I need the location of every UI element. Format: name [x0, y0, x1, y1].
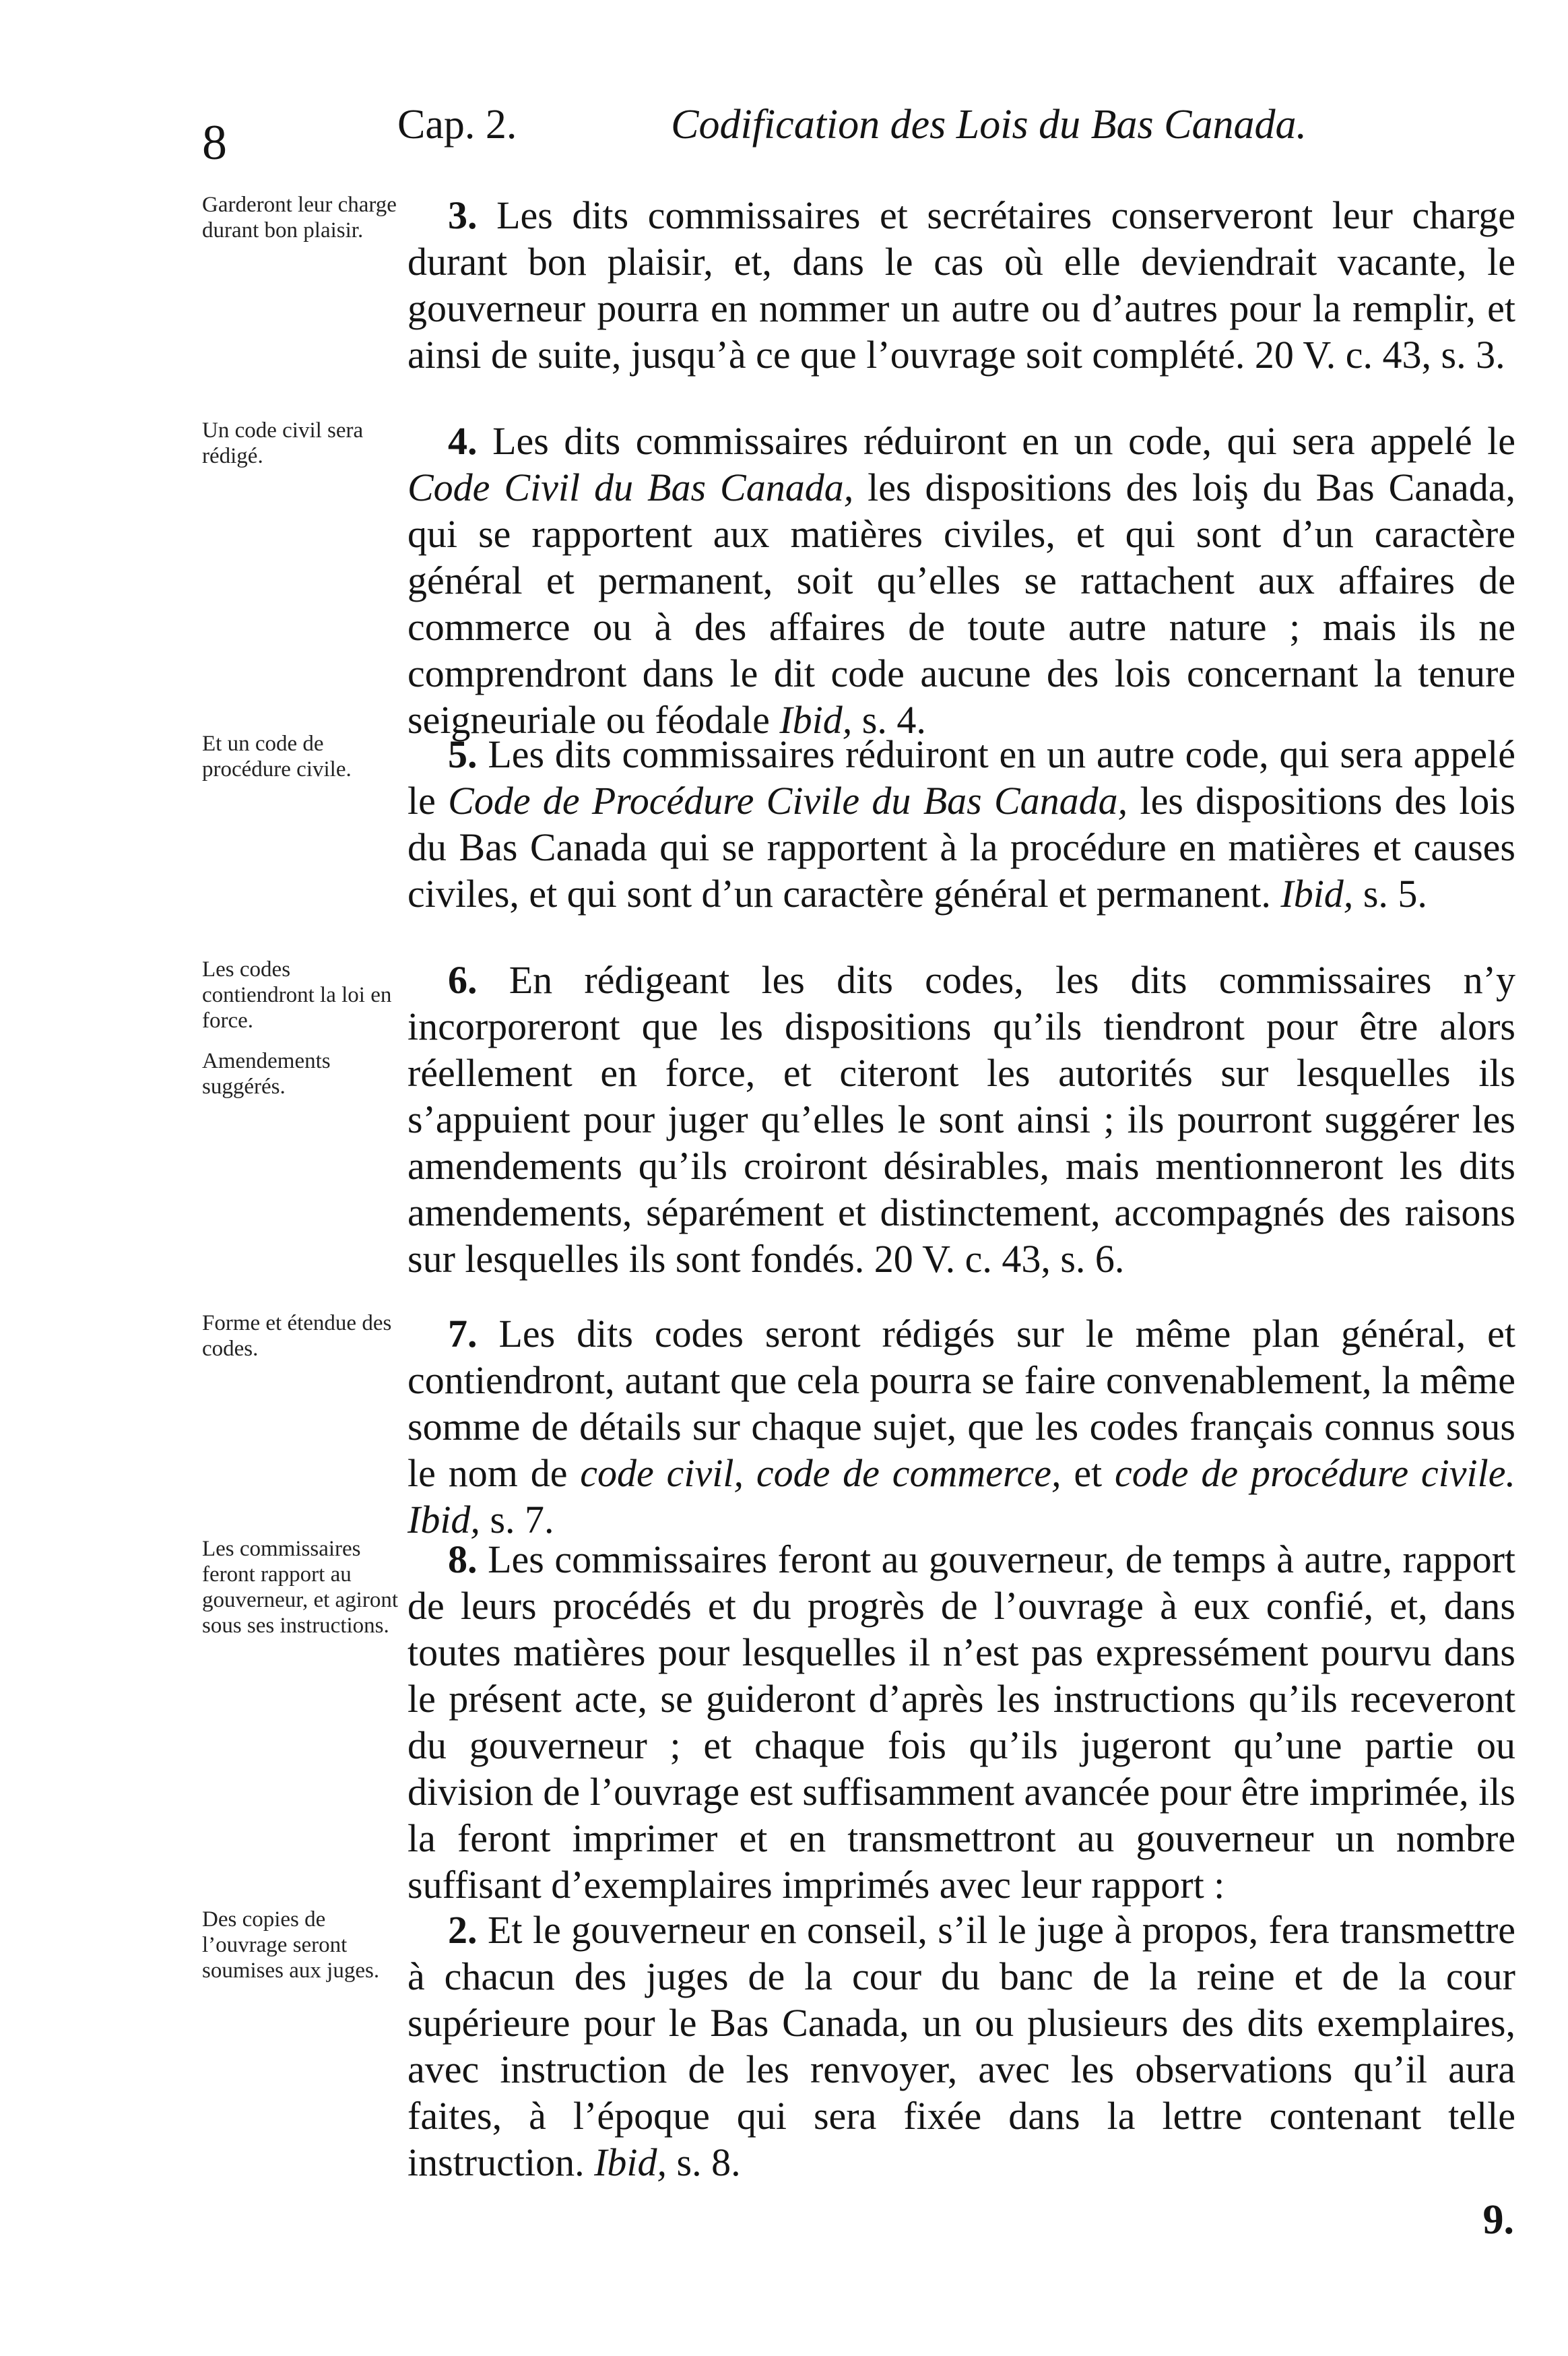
margin-note [202, 1310, 404, 1376]
margin-note [202, 192, 404, 258]
section-body [407, 192, 1515, 378]
section-italic: Code de Procédure Civile du Bas Canada, [448, 779, 1128, 823]
section-italic: Code Civil du Bas Canada, [407, 466, 854, 509]
section-text: Les dits commissaires et secrétaires conserveront leur charge durant bon plaisir, et, dans le cas où elle deviendrait vacante, le gouverneur pourra en nommer un autre ou d’autres pour la remplir, et ainsi de suite, jusqu’à ce que l’ouvrage soit complété. 20 V. c. 43, s. 3. [407, 193, 1516, 377]
section-citation: Ibid, [407, 1498, 480, 1541]
section-text: s. 7. [480, 1498, 554, 1541]
section-body [407, 1907, 1515, 2186]
section-text: s. 4. [852, 698, 926, 742]
margin-note [202, 731, 404, 797]
margin-note [202, 957, 404, 1114]
chapter-label: Cap. 2. [397, 102, 517, 148]
margin-note-text: Et un code de procédure civile. [202, 732, 352, 782]
section-text: s. 5. [1353, 872, 1427, 916]
catchword: 9. [1482, 2197, 1514, 2243]
section-text: les dispositions des loiş du Bas Canada, qui se rapportent aux matières civiles, et qui sont d’un caractère général et permanent, soit qu’elles se rattachent aux affaires de commerce ou à des affaires de toute autre nature ; mais ils ne comprendront dans le dit code aucune des lois concernant la tenure seigneuriale ou féodale [407, 466, 1515, 742]
section-number: 7. [448, 1312, 478, 1356]
section-number: 5. [448, 732, 478, 776]
section-body [407, 731, 1515, 917]
section-number: 4. [448, 419, 478, 463]
section-text: Et le gouverneur en conseil, s’il le juge à propos, fera transmettre à chacun des juges de la cour du banc de la reine et de la cour supérieure pour le Bas Canada, un ou plusieurs des dits exemplaires, avec instruction de les renvoyer, avec les observations qu’il aura faites, à l’époque qui sera fixée dans la lettre contenant telle instruction. [407, 1908, 1516, 2184]
section-body [407, 957, 1515, 1282]
margin-note-text: Forme et étendue des codes. [202, 1311, 392, 1361]
margin-note [202, 418, 404, 484]
section-number: 3. [448, 193, 478, 237]
margin-note-text: Un code civil sera rédigé. [202, 418, 364, 468]
margin-note-text: Garderont leur charge durant bon plaisir. [202, 193, 397, 243]
margin-note-text: Des copies de l’ouvrage seront soumises aux juges. [202, 1907, 380, 1983]
section-text: Les dits commissaires réduiront en un code, qui sera appelé le [492, 419, 1516, 463]
section-text: les dispositions des lois du Bas Canada qui se rapportent à la procédure en matières et causes civiles, et qui sont d’un caractère général et permanent. [407, 779, 1515, 916]
section-italic: code de procédure civile. [1115, 1451, 1515, 1495]
section-text: s. 8. [667, 2140, 741, 2184]
section-body [407, 418, 1515, 743]
margin-note-text: Les codes contiendront la loi en force. [202, 957, 392, 1033]
page-header [202, 101, 1307, 175]
section-text: Les dits commissaires réduiront en un autre code, qui sera appelé le [407, 732, 1516, 823]
section-number: 6. [448, 958, 478, 1002]
section-text: Les dits codes seront rédigés sur le même plan général, et contiendront, autant que cela pourra se faire convenablement, la même somme de détails sur chaque sujet, que les codes français connus sous le nom de [407, 1312, 1516, 1495]
section-body [407, 1310, 1515, 1543]
section-text: En rédigeant les dits codes, les dits commissaires n’y incorporeront que les dispositions qu’ils tiendront pour être alors réellement en force, et citeront les autorités sur lesquelles ils s’appuient pour juger qu’elles le sont ainsi ; ils pourront suggérer les amendements qu’ils croiront désirables, mais mentionneront les dits amendements, séparément et distinctement, accompagnés des raisons sur lesquelles ils sont fondés. 20 V. c. 43, s. 6. [407, 958, 1515, 1281]
margin-note-text: Les commissaires feront rapport au gouverneur, et agiront sous ses instructions. [202, 1537, 398, 1638]
section-citation: Ibid, [594, 2140, 667, 2184]
page-number: 8 [202, 115, 227, 170]
section-text: Les commissaires feront au gouverneur, de temps à autre, rapport de leurs procédés et du progrès de l’ouvrage à eux confié, et, dans toutes matières pour lesquelles il n’est pas expressément pourvu dans le présent acte, se guideront d’après les instructions qu’ils receveront du gouverneur ; et chaque fois qu’ils jugeront qu’une partie ou division de l’ouvrage est suffisamment avancée pour être imprimée, ils la feront imprimer et en transmettront au gouverneur un nombre suffisant d’exemplaires imprimés avec leur rapport : [407, 1537, 1515, 1907]
margin-note-text: Amendements suggérés. [202, 1049, 331, 1099]
section-number: 2. [448, 1908, 478, 1952]
section-body [407, 1536, 1515, 1908]
section-text: et [1061, 1451, 1115, 1495]
section-number: 8. [448, 1537, 478, 1581]
section-italic: code civil, code de commerce, [580, 1451, 1061, 1495]
margin-note [202, 1536, 404, 1653]
section-citation: Ibid, [1280, 872, 1354, 916]
section-citation: Ibid, [779, 698, 853, 742]
running-title: Codification des Lois du Bas Canada. [671, 102, 1307, 148]
margin-note [202, 1907, 404, 1998]
